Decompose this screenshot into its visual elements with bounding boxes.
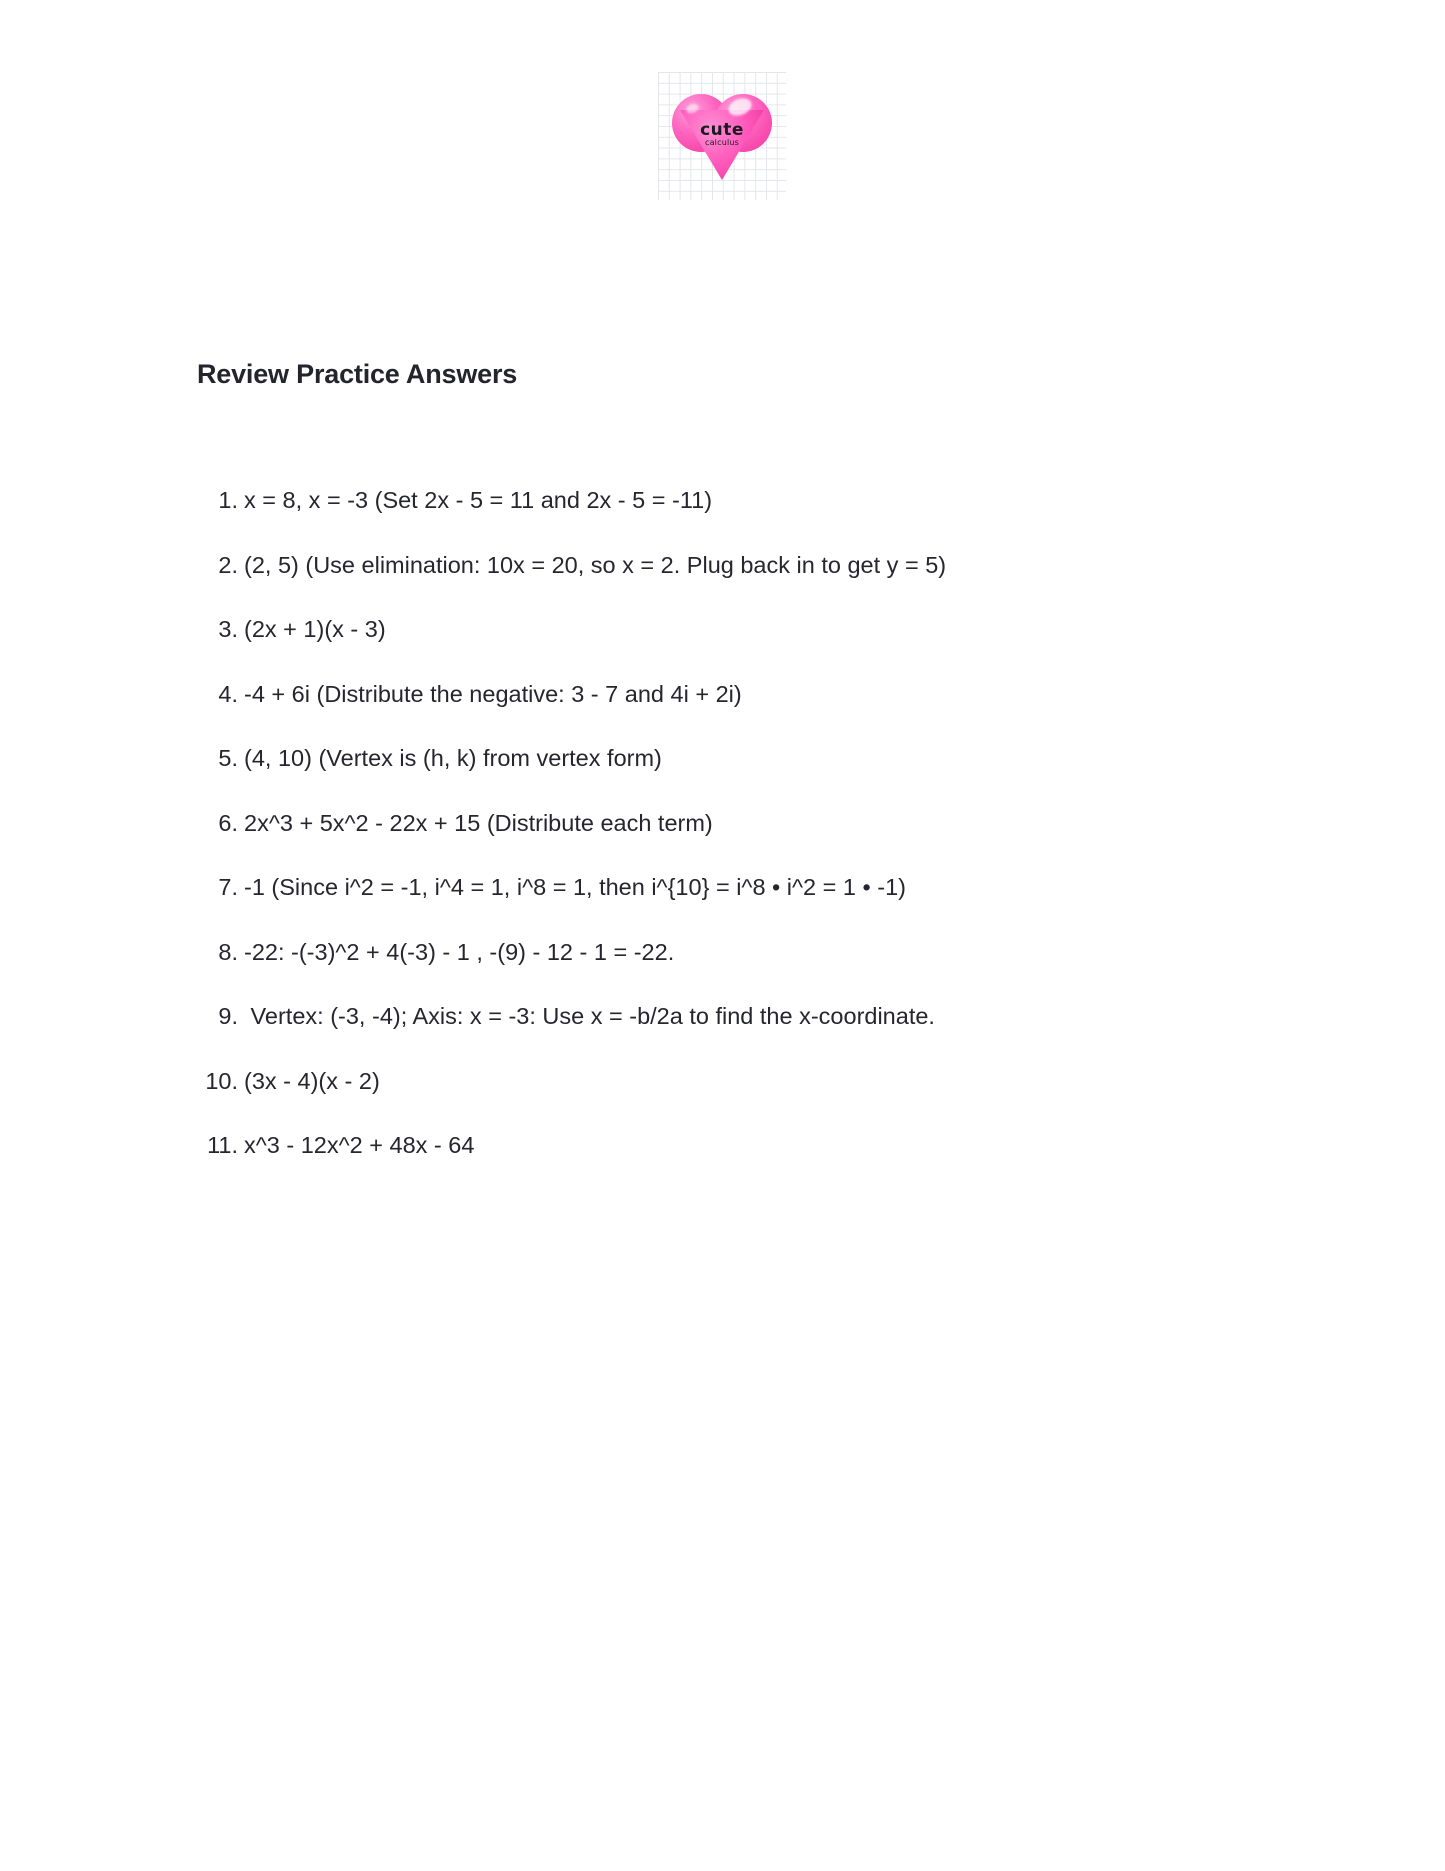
list-item-number: 8. bbox=[218, 938, 238, 965]
list-item-text: (3x - 4)(x - 2) bbox=[244, 1067, 380, 1094]
list-item-text: (4, 10) (Vertex is (h, k) from vertex form) bbox=[244, 745, 662, 772]
list-item-text: -1 (Since i^2 = -1, i^4 = 1, i^8 = 1, then i^{10} = i^8 • i^2 = 1 • -1) bbox=[244, 874, 906, 901]
list-item-text: x^3 - 12x^2 + 48x - 64 bbox=[244, 1132, 475, 1159]
list-item-text: (2x + 1)(x - 3) bbox=[244, 616, 386, 643]
list-item bbox=[196, 1130, 1296, 1161]
list-item-text: Vertex: (-3, -4); Axis: x = -3: Use x = -b/2a to find the x-coordinate. bbox=[244, 1003, 935, 1030]
list-item-number: 1. bbox=[218, 487, 238, 513]
list-item-number: 9. bbox=[218, 1003, 238, 1030]
cute-calculus-logo bbox=[658, 72, 786, 200]
list-item-number: 5. bbox=[218, 745, 238, 772]
answers-list bbox=[196, 485, 1296, 1195]
list-item-number: 6. bbox=[218, 809, 238, 836]
list-item bbox=[196, 937, 1296, 968]
list-item bbox=[196, 743, 1296, 774]
list-item-number: 7. bbox=[218, 874, 238, 901]
list-item-text: x = 8, x = -3 (Set 2x - 5 = 11 and 2x - 5 = -11) bbox=[244, 487, 713, 513]
heart-icon bbox=[672, 90, 772, 182]
logo-wordmark: cute bbox=[700, 120, 744, 140]
list-item bbox=[196, 485, 1296, 516]
list-item bbox=[196, 808, 1296, 839]
list-item bbox=[196, 1001, 1296, 1032]
page-title: Review Practice Answers bbox=[197, 359, 518, 389]
list-item-text: 2x^3 + 5x^2 - 22x + 15 (Distribute each term) bbox=[244, 809, 713, 836]
list-item bbox=[196, 872, 1296, 903]
logo-subtitle: calculus bbox=[704, 138, 740, 147]
list-item bbox=[196, 614, 1296, 645]
list-item-text: -4 + 6i (Distribute the negative: 3 - 7 and 4i + 2i) bbox=[244, 680, 742, 707]
list-item bbox=[196, 679, 1296, 710]
list-item-number: 2. bbox=[218, 551, 238, 578]
list-item-text: -22: -(-3)^2 + 4(-3) - 1 , -(9) - 12 - 1 = -22. bbox=[244, 938, 675, 965]
list-item-number: 3. bbox=[218, 616, 238, 643]
list-item-number: 4. bbox=[218, 680, 238, 707]
list-item-text: (2, 5) (Use elimination: 10x = 20, so x = 2. Plug back in to get y = 5) bbox=[244, 551, 947, 578]
list-item-number: 11. bbox=[207, 1132, 238, 1159]
list-item bbox=[196, 1066, 1296, 1097]
list-item bbox=[196, 550, 1296, 581]
list-item-number: 10. bbox=[205, 1067, 238, 1094]
